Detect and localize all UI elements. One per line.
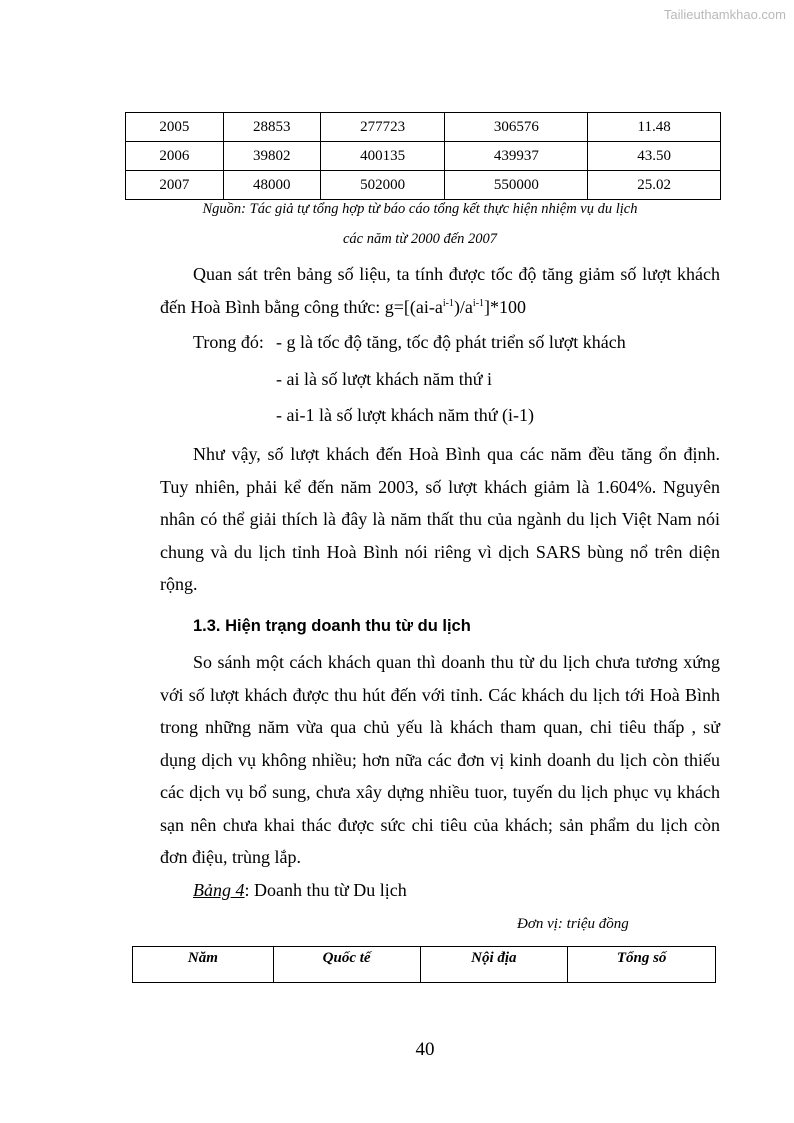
table-row <box>126 142 721 171</box>
table-cell: 39802 <box>223 142 320 171</box>
page-number: 40 <box>415 1039 435 1060</box>
table-cell: 2005 <box>126 113 224 142</box>
revenue-table <box>132 946 716 983</box>
table-cell: 277723 <box>320 113 445 142</box>
table-caption: Bảng 4: Doanh thu từ Du lịch <box>193 880 407 900</box>
table-cell: 11.48 <box>588 113 721 142</box>
table-cell: 25.02 <box>588 171 721 200</box>
watermark: Tailieuthamkhao.com <box>663 7 786 22</box>
column-header: Nội địa <box>420 947 568 983</box>
source-note-line1: Nguồn: Tác giả tự tổng hợp từ báo cáo tổng kết thực hiện nhiệm vụ du lịch <box>202 201 638 217</box>
table-caption-label: Bảng 4 <box>193 880 245 900</box>
table-cell: 550000 <box>445 171 588 200</box>
column-header: Tổng số <box>568 947 716 983</box>
visitor-table <box>125 112 721 200</box>
table-cell: 2007 <box>126 171 224 200</box>
table-row <box>126 113 721 142</box>
table-cell: 502000 <box>320 171 445 200</box>
definition-item: - g là tốc độ tăng, tốc độ phát triển số lượt khách <box>276 332 626 352</box>
table-header-row <box>133 947 716 983</box>
source-note-line2: các năm từ 2000 đến 2007 <box>342 231 498 247</box>
column-header: Năm <box>133 947 274 983</box>
definition-item: - ai-1 là số lượt khách năm thứ (i-1) <box>276 405 534 425</box>
table-cell: 439937 <box>445 142 588 171</box>
unit-note: Đơn vị: triệu đồng <box>517 916 629 932</box>
table-cell: 43.50 <box>588 142 721 171</box>
paragraph-revenue: So sánh một cách khách quan thì doanh thu từ du lịch chưa tương xứng với số lượt khách được thu hút đến với tỉnh. Các khách du lịch tới Hoà Bình trong những năm vừa qua chủ yếu là khách tham quan, chi tiêu thấp , sử dụng dịch vụ không nhiều; hơn nữa các đơn vị kinh doanh du lịch còn thiếu các dịch vụ bổ sung, chưa xây dựng nhiều tuor, tuyến du lịch phục vụ khách sạn nên chưa khai thác được sức chi tiêu của khách; sản phẩm du lịch còn đơn điệu, trùng lắp. <box>160 652 720 867</box>
definition-item: - ai là số lượt khách năm thứ i <box>276 369 492 389</box>
definitions-lead: Trong đó: <box>193 332 264 352</box>
table-cell: 28853 <box>223 113 320 142</box>
paragraph-formula: Quan sát trên bảng số liệu, ta tính được tốc độ tăng giảm số lượt khách đến Hoà Bình bằng công thức: $g=[(ai-a^{i-1})/a^{i-1}]*100$ <box>160 264 720 317</box>
section-heading: 1.3. Hiện trạng doanh thu từ du lịch <box>193 617 471 635</box>
table-cell: 400135 <box>320 142 445 171</box>
table-cell: 48000 <box>223 171 320 200</box>
paragraph-trend: Như vậy, số lượt khách đến Hoà Bình qua các năm đều tăng ổn định. Tuy nhiên, phải kể đến năm 2003, số lượt khách giảm là 1.604%. Nguyên nhân có thể giải thích là đây là năm thất thu của ngành du lịch Việt Nam nói chung và du lịch tỉnh Hoà Bình nói riêng vì dịch SARS bùng nổ trên diện rộng. <box>160 444 720 594</box>
table-cell: 2006 <box>126 142 224 171</box>
table-row <box>126 171 721 200</box>
column-header: Quốc tế <box>273 947 420 983</box>
table-cell: 306576 <box>445 113 588 142</box>
